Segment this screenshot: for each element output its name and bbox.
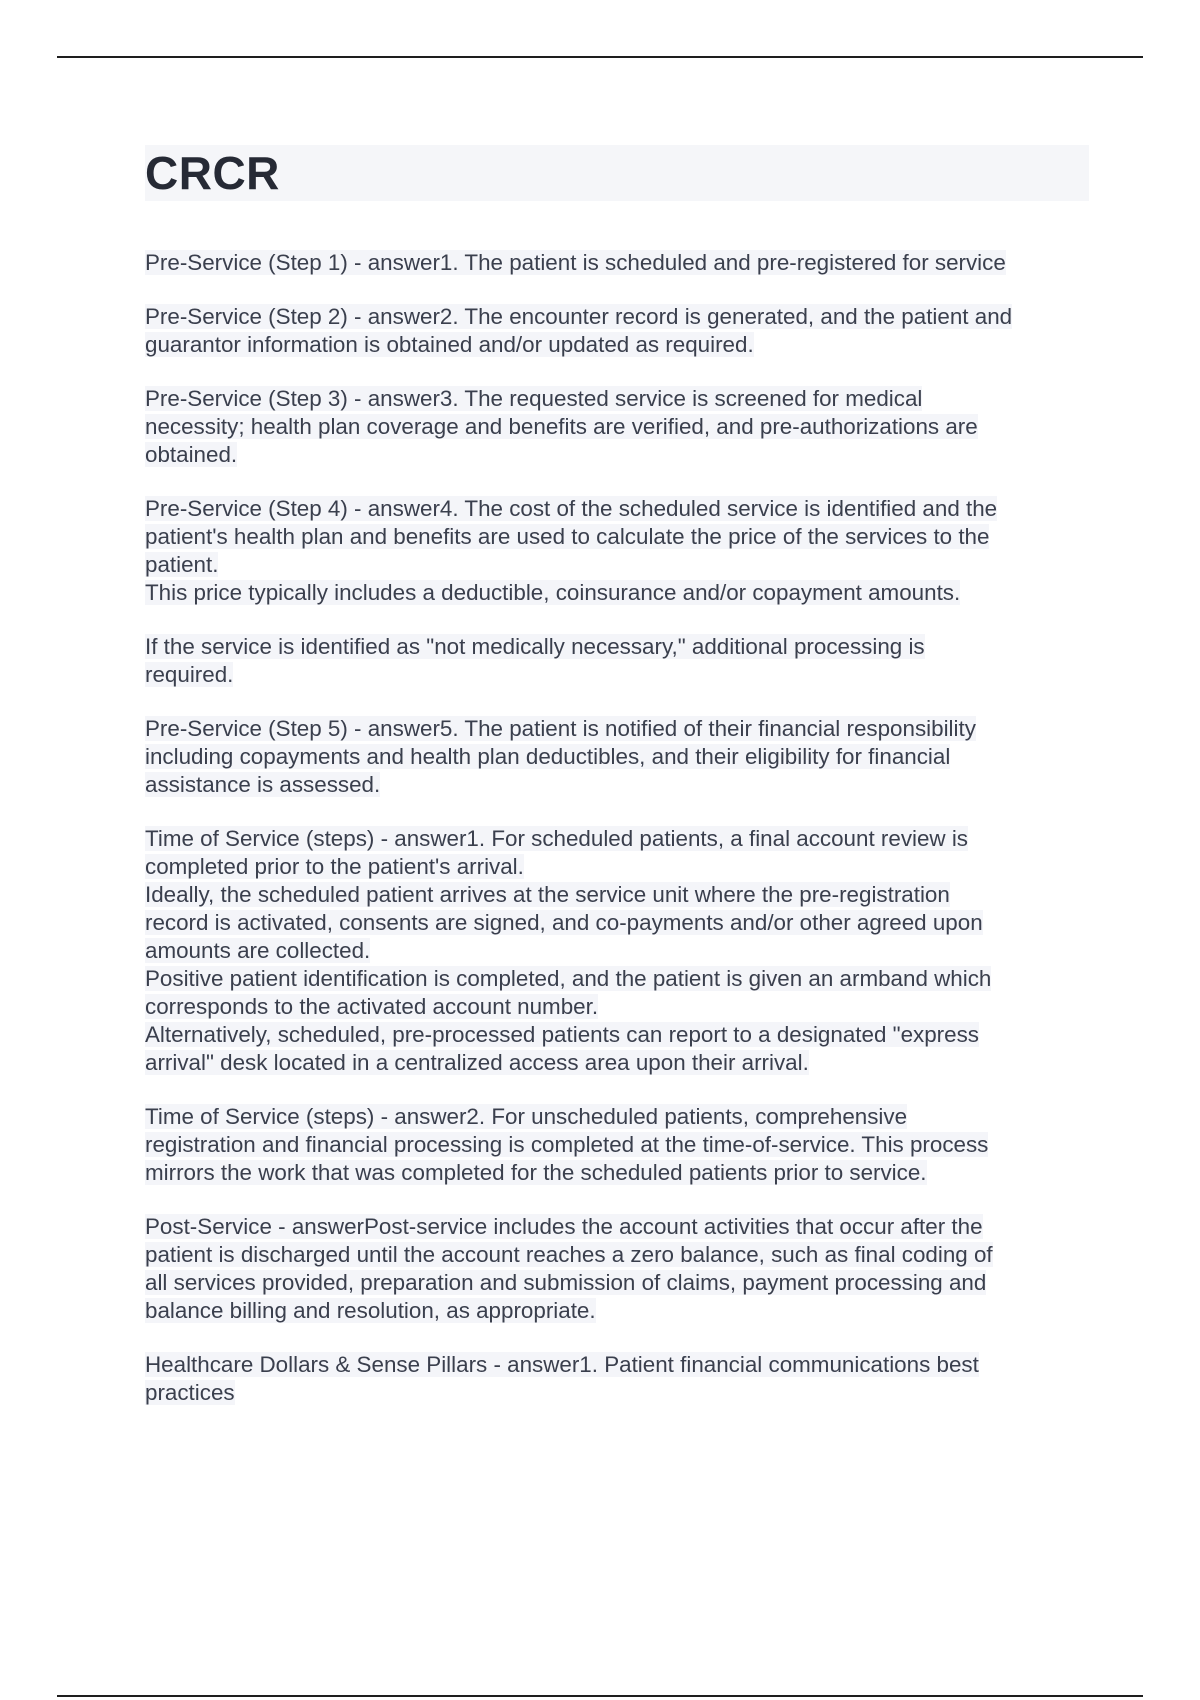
flashcard-entry [145,825,1089,1077]
flashcard-entry [145,1351,1089,1407]
text-line-content: Pre-Service (Step 3) - answer3. The requested service is screened for medical [145,386,923,411]
text-line-content: Time of Service (steps) - answer1. For scheduled patients, a final account review is [145,826,968,851]
text-line [145,413,1089,441]
text-line-content: Pre-Service (Step 4) - answer4. The cost of the scheduled service is identified and the [145,496,998,521]
text-line [145,1049,1089,1077]
text-line [145,743,1089,771]
document-body [145,145,1089,1433]
text-line-content: Pre-Service (Step 1) - answer1. The patient is scheduled and pre-registered for service [145,250,1006,275]
text-line-content: This price typically includes a deductible, coinsurance and/or copayment amounts. [145,580,961,605]
text-line [145,579,1089,607]
text-line-content: arrival" desk located in a centralized access area upon their arrival. [145,1050,809,1075]
text-line [145,523,1089,551]
flashcard-entry [145,1103,1089,1187]
text-line [145,1131,1089,1159]
text-line-content: obtained. [145,442,238,467]
text-line [145,1103,1089,1131]
text-line [145,551,1089,579]
text-line [145,495,1089,523]
text-line [145,1159,1089,1187]
text-line [145,993,1089,1021]
text-line [145,661,1089,689]
text-line-content: If the service is identified as "not medically necessary," additional processing is [145,634,925,659]
text-line-content: all services provided, preparation and submission of claims, payment processing and [145,1270,987,1295]
page-title: CRCR [145,147,280,199]
text-line [145,853,1089,881]
text-line-content: amounts are collected. [145,938,371,963]
text-line-content: required. [145,662,234,687]
text-line-content: patient's health plan and benefits are used to calculate the price of the services to the [145,524,990,549]
text-line [145,633,1089,661]
text-line-content: registration and financial processing is completed at the time-of-service. This process [145,1132,989,1157]
text-line [145,303,1089,331]
flashcard-entry [145,633,1089,689]
title-banner [145,145,1089,201]
flashcard-entry [145,249,1089,277]
text-line-content: including copayments and health plan deductibles, and their eligibility for financial [145,744,951,769]
text-line-content: Pre-Service (Step 2) - answer2. The encounter record is generated, and the patient and [145,304,1013,329]
text-line-content: balance billing and resolution, as appropriate. [145,1298,596,1323]
flashcard-entry [145,1213,1089,1325]
text-line [145,825,1089,853]
text-line [145,771,1089,799]
text-line [145,1297,1089,1325]
text-line-content: Healthcare Dollars & Sense Pillars - answer1. Patient financial communications best [145,1352,979,1377]
text-line [145,331,1089,359]
text-line-content: Time of Service (steps) - answer2. For unscheduled patients, comprehensive [145,1104,908,1129]
text-line [145,1021,1089,1049]
text-line [145,1241,1089,1269]
text-line [145,937,1089,965]
text-line-content: Positive patient identification is completed, and the patient is given an armband which [145,966,992,991]
text-line [145,1269,1089,1297]
flashcard-entry [145,303,1089,359]
flashcard-entry [145,385,1089,469]
text-line-content: completed prior to the patient's arrival. [145,854,524,879]
text-line-content: guarantor information is obtained and/or updated as required. [145,332,754,357]
text-line [145,385,1089,413]
text-line [145,1379,1089,1407]
bottom-rule [57,1695,1143,1697]
text-line [145,881,1089,909]
text-line [145,715,1089,743]
flashcard-entry [145,715,1089,799]
text-line [145,909,1089,937]
text-line-content: patient. [145,552,219,577]
text-line-content: necessity; health plan coverage and benefits are verified, and pre-authorizations are [145,414,978,439]
text-line [145,1351,1089,1379]
text-line-content: Ideally, the scheduled patient arrives at the service unit where the pre-registration [145,882,950,907]
text-line [145,249,1089,277]
flashcard-list [145,249,1089,1407]
text-line-content: Post-Service - answerPost-service includes the account activities that occur after the [145,1214,983,1239]
flashcard-entry [145,495,1089,607]
text-line-content: patient is discharged until the account reaches a zero balance, such as final coding of [145,1242,993,1267]
text-line [145,1213,1089,1241]
text-line-content: Alternatively, scheduled, pre-processed patients can report to a designated "express [145,1022,979,1047]
top-rule [57,56,1143,58]
text-line-content: mirrors the work that was completed for the scheduled patients prior to service. [145,1160,927,1185]
text-line-content: corresponds to the activated account number. [145,994,599,1019]
text-line-content: practices [145,1380,235,1405]
text-line-content: record is activated, consents are signed, and co-payments and/or other agreed upon [145,910,983,935]
text-line [145,965,1089,993]
text-line-content: Pre-Service (Step 5) - answer5. The patient is notified of their financial responsibility [145,716,976,741]
text-line [145,441,1089,469]
text-line-content: assistance is assessed. [145,772,381,797]
